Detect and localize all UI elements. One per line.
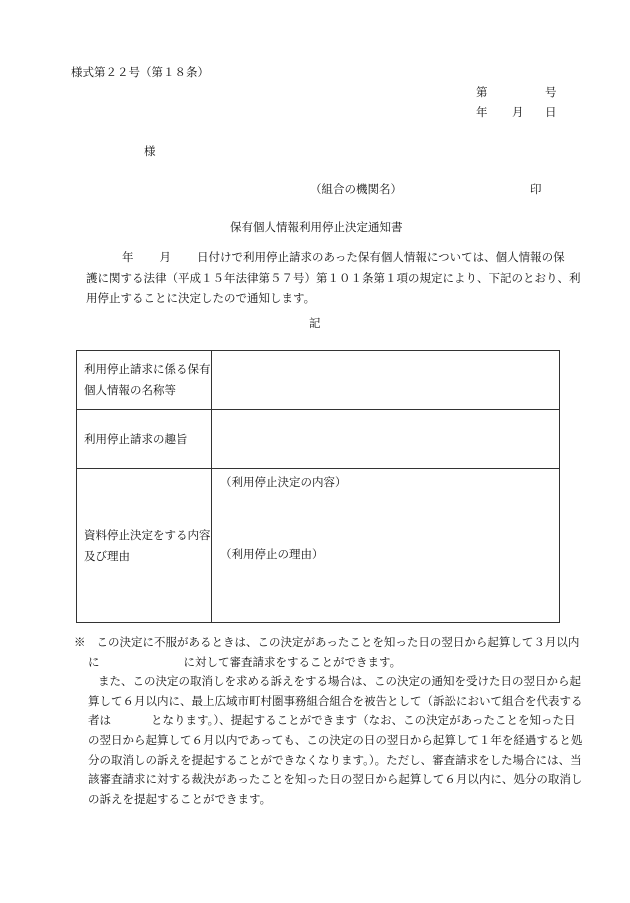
- note-text: に対して審査請求をすることができます。: [183, 654, 402, 669]
- notes-section: [74, 633, 583, 809]
- note-line: [74, 633, 580, 653]
- body-line-2: 護に関する法律（平成１５年法律第５７号）第１０１条第１項の規定により、下記のとおり、利: [86, 270, 581, 285]
- body-month-label: 月: [159, 250, 171, 264]
- table-value-cell: [212, 410, 560, 469]
- issuer-name: （組合の機関名）: [310, 182, 402, 196]
- body-line-3: 用停止することに決定したので通知します。: [86, 291, 316, 305]
- table-row: [77, 469, 560, 623]
- note-text: となります。）、提起することができます（なお、この決定があったことを知った日: [151, 713, 576, 728]
- note-line: の翌日から起算して６月以内であっても、この決定の日の翌日から起算して１年を経過すると処: [88, 732, 583, 747]
- decision-details-table: [76, 350, 560, 623]
- note-line: [74, 711, 574, 731]
- note-text: この決定に不服があるときは、この決定があったことを知った日の翌日から起算して３月以内: [96, 635, 580, 649]
- document-number-suffix: 号: [545, 85, 557, 99]
- record-heading: 記: [309, 316, 321, 330]
- note-line: また、この決定の取消しを求める訴えをする場合は、この決定の通知を受けた日の翌日から起: [98, 674, 581, 689]
- body-line-1: [86, 247, 578, 268]
- body-line-1-text: 日付けで利用停止請求のあった保有個人情報については、個人情報の保: [197, 250, 565, 264]
- document-number-label: 第: [476, 85, 488, 99]
- table-label-cell: 資料停止決定をする内容及び理由: [77, 469, 212, 623]
- note-line: [74, 653, 574, 673]
- note-text: に: [88, 654, 100, 669]
- table-value-cell: [212, 469, 560, 623]
- table-value-cell: [212, 351, 560, 410]
- table-label-cell: 利用停止請求に係る保有個人情報の名称等: [77, 351, 212, 410]
- date-day-label: 日: [545, 105, 557, 119]
- decision-content-label: （利用停止決定の内容）: [220, 474, 347, 489]
- decision-reason-label: （利用停止の理由）: [220, 546, 324, 561]
- table-label-cell: 利用停止請求の趣旨: [77, 410, 212, 469]
- document-title: 保有個人情報利用停止決定通知書: [230, 220, 403, 234]
- note-text: 者は: [88, 713, 111, 728]
- seal-mark: 印: [530, 182, 542, 196]
- body-paragraph: [86, 247, 581, 309]
- note-mark: ※: [74, 635, 86, 649]
- note-line: 算して６月以内に、最上広域市町村圏事務組合組合を被告として（訴訟において組合を代表する: [88, 693, 583, 708]
- table-row: [77, 410, 560, 469]
- date-year-label: 年: [476, 105, 488, 119]
- note-line: 分の取消しの訴えを提起することができなくなります。）。ただし、審査請求をした場合には、当: [88, 752, 582, 767]
- addressee-honorific: 様: [144, 144, 156, 158]
- note-line: の訴えを提起することができます。: [88, 791, 272, 806]
- date-month-label: 月: [512, 105, 524, 119]
- body-year-label: 年: [122, 250, 134, 264]
- form-number: 様式第２２号（第１８条）: [71, 65, 209, 79]
- note-line: 該審査請求に対する裁決があったことを知った日の翌日から起算して６月以内に、処分の取消し: [88, 772, 583, 787]
- decision-content-area: [220, 470, 559, 622]
- table-row: [77, 351, 560, 410]
